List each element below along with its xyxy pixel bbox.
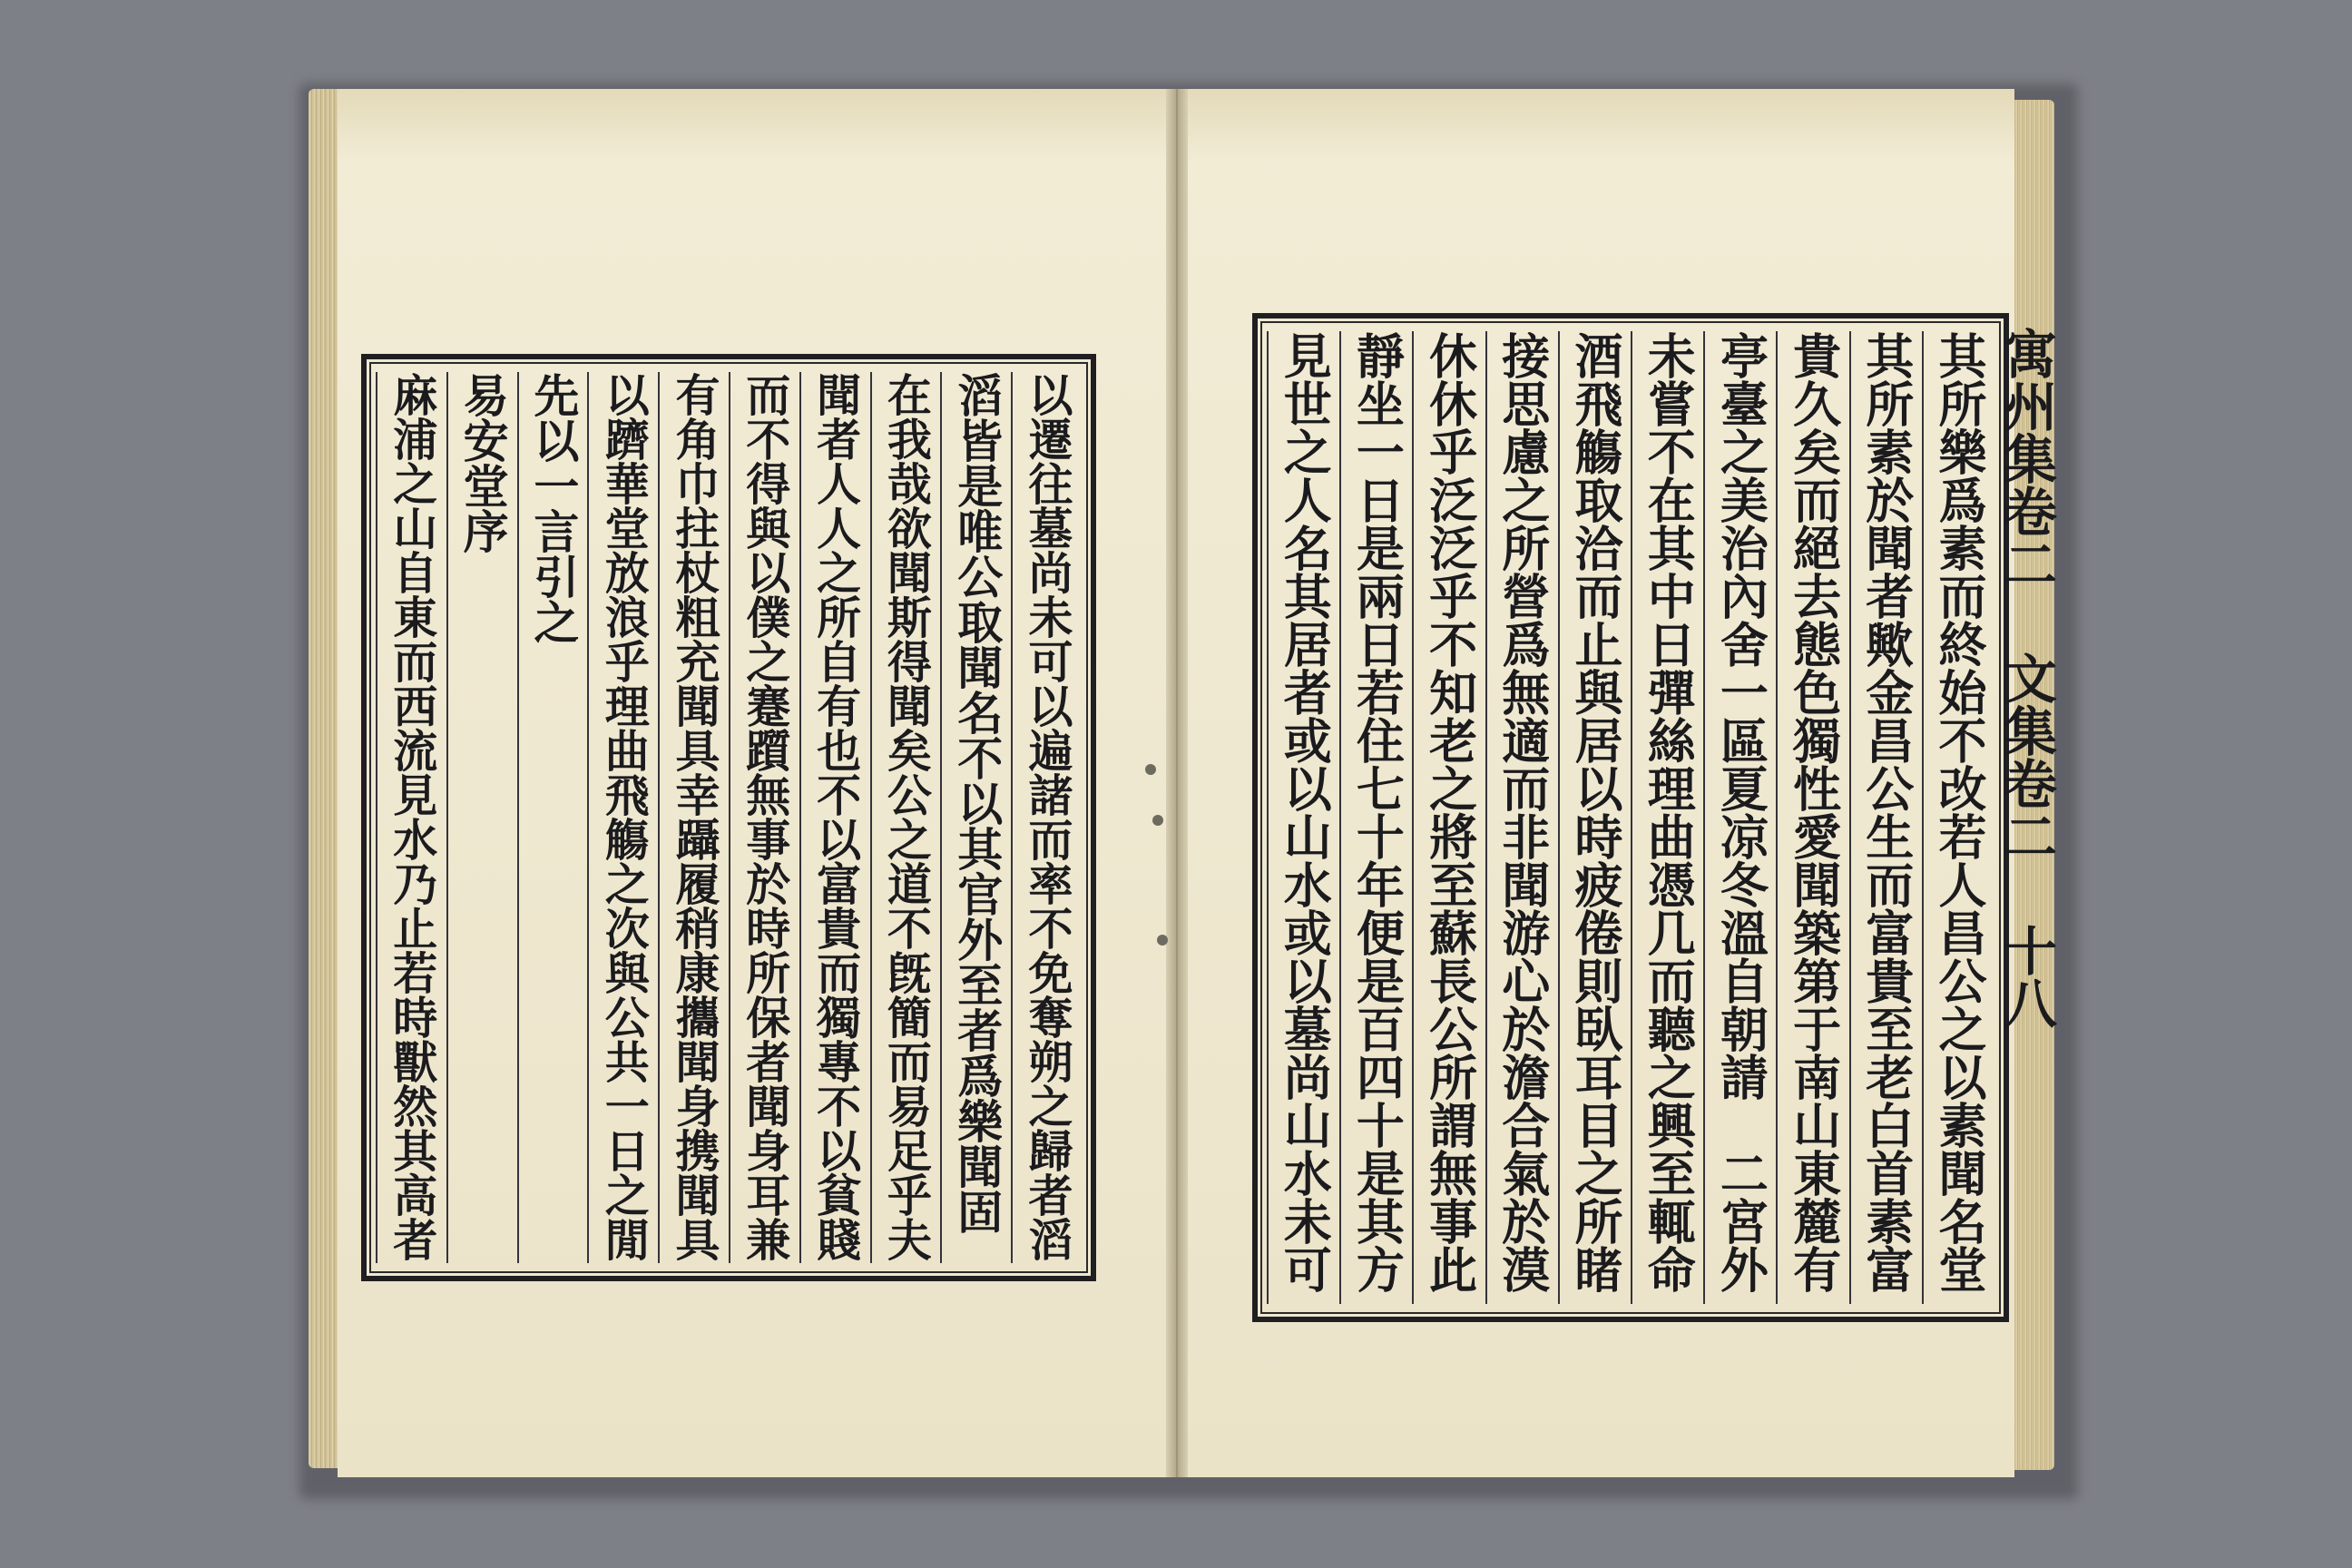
- text-column: 酒飛觴取洽而止與居以時疲倦則臥耳目之所睹: [1566, 331, 1623, 1293]
- column-rule: [1849, 331, 1851, 1304]
- column-rule: [1339, 331, 1341, 1304]
- column-rule: [1703, 331, 1705, 1304]
- column-rule: [1267, 331, 1269, 1304]
- text-column: 先以一言引之: [526, 372, 581, 644]
- text-column: 而不得與以僕之蹇躓無事於時所保者聞身耳兼: [739, 372, 792, 1261]
- text-column: 見世之人名其居者或以山水或以墓尚山水未可: [1276, 331, 1333, 1293]
- column-rule: [1558, 331, 1560, 1304]
- foxing-stain: [1180, 89, 2014, 162]
- text-column: 未嘗不在其中日彈絲理曲憑几而聽之興至輒命: [1640, 331, 1697, 1293]
- binding-hole: [1145, 764, 1156, 775]
- column-rule: [1922, 331, 1924, 1304]
- column-rule: [1011, 372, 1013, 1263]
- text-column: 易安堂序: [456, 372, 510, 554]
- binding-hole: [1157, 935, 1168, 946]
- left-print-block: [361, 354, 1096, 1281]
- right-print-block: [1252, 313, 2009, 1322]
- text-column: 休休乎泛泛乎不知老之將至蘇長公所謂無事此: [1421, 331, 1478, 1293]
- text-column: 貴久矣而絕去態色獨性愛聞築第于南山東麓有: [1785, 331, 1842, 1293]
- text-column: 麻浦之山自東而西流見水乃止若時獸然其高者: [386, 372, 439, 1261]
- banxin-title: 寓州集卷二 文集卷二 十八: [1995, 327, 2057, 1029]
- column-rule: [1412, 331, 1414, 1304]
- text-column: 靜坐一日是兩日若住七十年便是百四十是其方: [1348, 331, 1406, 1293]
- binding-hole: [1152, 815, 1163, 826]
- text-column: 亭臺之美治內舍一區夏凉冬溫自朝請 二宮外: [1712, 331, 1769, 1293]
- text-column: 以躋華堂放浪乎理曲飛觴之次與公共一日之閒: [598, 372, 652, 1261]
- column-rule: [729, 372, 730, 1263]
- book-gutter: [1166, 89, 1188, 1477]
- column-rule: [1631, 331, 1632, 1304]
- text-column: 接思慮之所營爲無適而非聞游心於澹合氣於漠: [1494, 331, 1551, 1293]
- column-rule: [870, 372, 872, 1263]
- column-rule: [517, 372, 519, 1263]
- column-rule: [799, 372, 801, 1263]
- foxing-stain: [338, 89, 1172, 162]
- column-rule: [658, 372, 660, 1263]
- column-rule: [1485, 331, 1487, 1304]
- text-column: 在我哉欲聞斯得聞矣公之道不旣簡而易足乎夫: [880, 372, 934, 1261]
- text-column: 聞者人人之所自有也不以富貴而獨專不以貧賤: [809, 372, 863, 1261]
- column-rule: [587, 372, 589, 1263]
- column-rule: [1776, 331, 1778, 1304]
- text-column: 其所素於聞者歟金昌公生而富貴至老白首素富: [1857, 331, 1915, 1293]
- text-column: 有角巾拄杖粗充聞具幸躡履稍康攜聞身携聞具: [668, 372, 721, 1261]
- column-rule: [940, 372, 942, 1263]
- text-column: 滔皆是唯公取聞名不以其官外至者爲樂聞固: [950, 372, 1004, 1234]
- text-column: 其所樂爲素而終始不改若人昌公之以素聞名堂: [1930, 331, 1987, 1293]
- column-rule: [376, 372, 377, 1263]
- column-rule: [446, 372, 448, 1263]
- text-column: 以遷往墓尚未可以遍諸而率不免奪朔之歸者滔: [1021, 372, 1074, 1261]
